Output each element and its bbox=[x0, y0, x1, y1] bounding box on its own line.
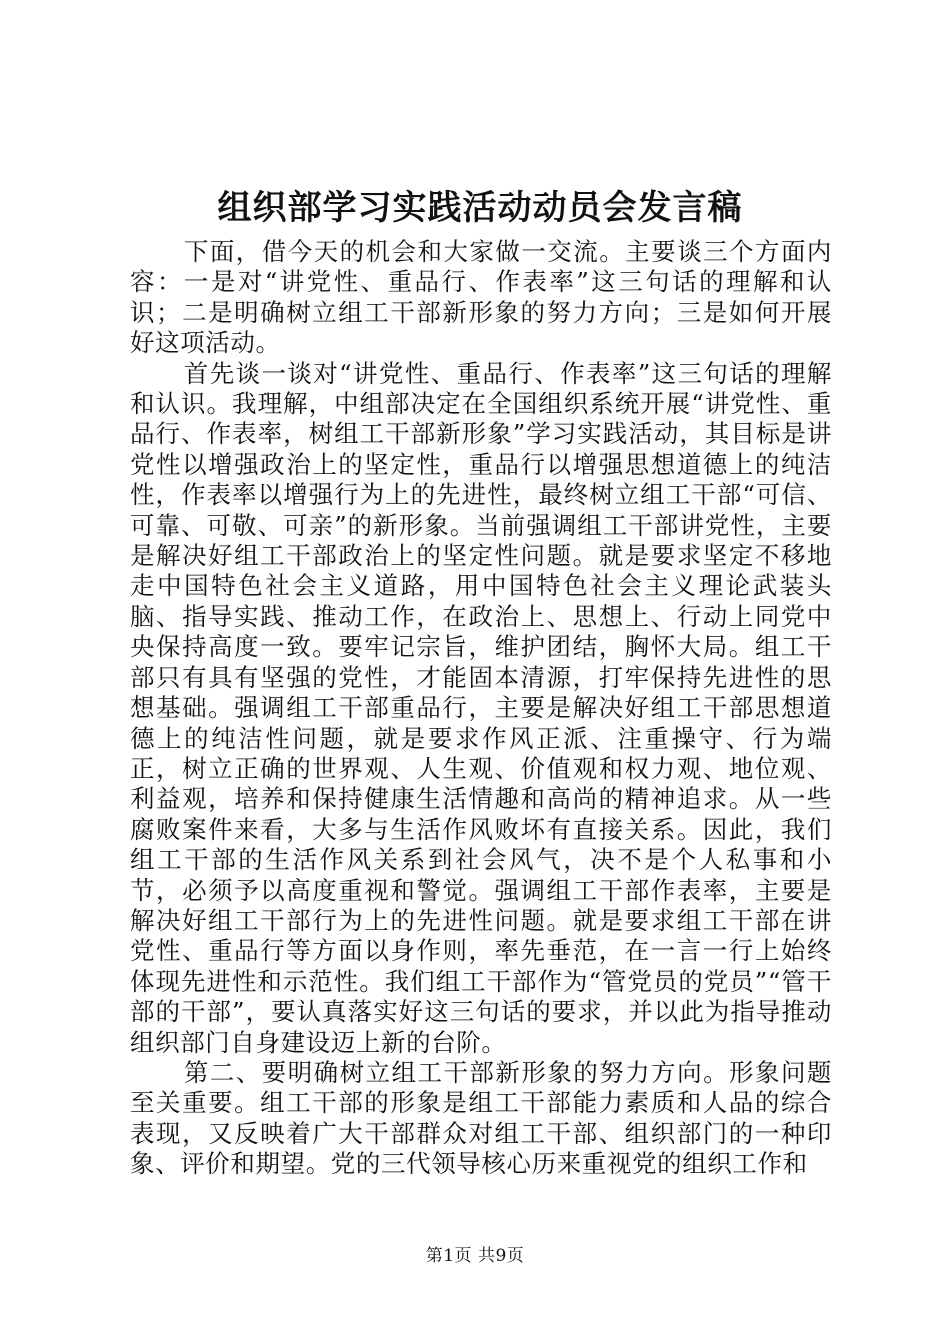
paragraph-second-topic: 第二、要明确树立组工干部新形象的努力方向。形象问题至关重要。组工干部的形象是组工干部能力素质和人品的综合表现，又反映着广大干部群众对组工干部、组织部门的一种印象、评价和期望。党的三代领导核心历来重视党的组织工作和 bbox=[130, 1057, 832, 1179]
document-title: 组织部学习实践活动动员会发言稿 bbox=[217, 188, 743, 228]
paragraph-first-topic: 首先谈一谈对“讲党性、重品行、作表率”这三句话的理解和认识。我理解，中组部决定在全国组织系统开展“讲党性、重品行、作表率，树组工干部新形象”学习实践活动，其目标是讲党性以增强政治上的坚定性，重品行以增强思想道德上的纯洁性，作表率以增强行为上的先进性，最终树立组工干部“可信、可靠、可敬、可亲”的新形象。当前强调组工干部讲党性，主要是解决好组工干部政治上的坚定性问题。就是要求坚定不移地走中国特色社会主义道路，用中国特色社会主义理论武装头脑、指导实践、推动工作，在政治上、思想上、行动上同党中央保持高度一致。要牢记宗旨，维护团结，胸怀大局。组工干部只有具有坚强的党性，才能固本清源，打牢保持先进性的思想基础。强调组工干部重品行，主要是解决好组工干部思想道德上的纯洁性问题，就是要求作风正派、注重操守、行为端正，树立正确的世界观、人生观、价值观和权力观、地位观、利益观，培养和保持健康生活情趣和高尚的精神追求。从一些腐败案件来看，大多与生活作风败坏有直接关系。因此，我们组工干部的生活作风关系到社会风气，决不是个人私事和小节，必须予以高度重视和警觉。强调组工干部作表率，主要是解决好组工干部行为上的先进性问题。就是要求组工干部在讲党性、重品行等方面以身作则，率先垂范，在一言一行上始终体现先进性和示范性。我们组工干部作为“管党员的党员”“管干部的干部”，要认真落实好这三句话的要求，并以此为指导推动组织部门自身建设迈上新的台阶。 bbox=[130, 358, 832, 1057]
document-body bbox=[130, 237, 832, 1180]
page-footer: 第1页 共9页 bbox=[425, 1246, 525, 1266]
paragraph-intro: 下面，借今天的机会和大家做一交流。主要谈三个方面内容：一是对“讲党性、重品行、作表率”这三句话的理解和认识；二是明确树立组工干部新形象的努力方向；三是如何开展好这项活动。 bbox=[130, 237, 832, 358]
